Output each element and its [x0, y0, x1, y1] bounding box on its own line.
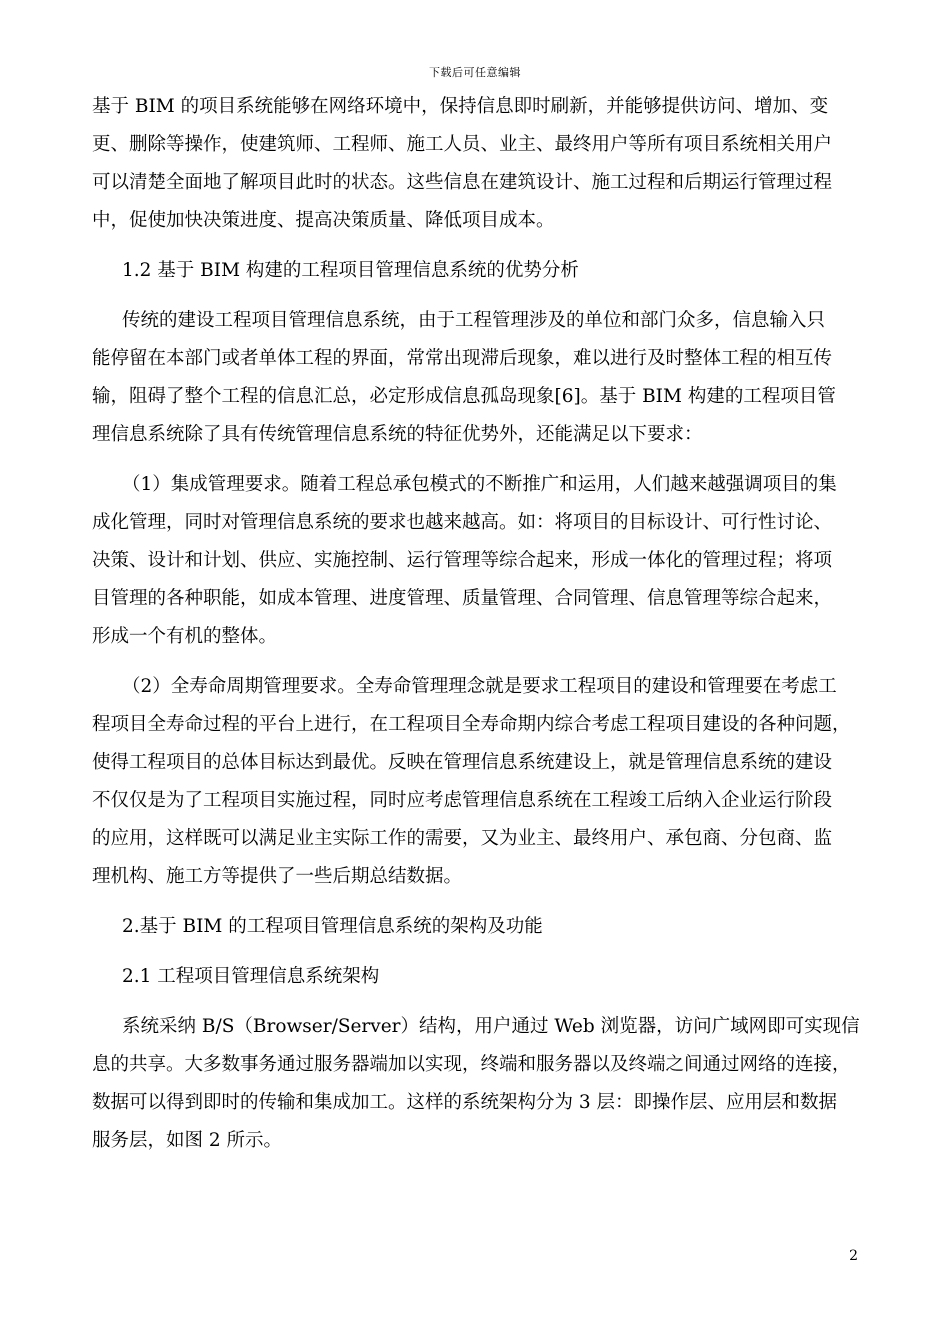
paragraph-lifecycle-management [92, 668, 862, 896]
text-line: 目管理的各种职能，如成本管理、进度管理、质量管理、合同管理、信息管理等综合起来， [92, 588, 833, 609]
paragraph-traditional-system [92, 302, 862, 454]
text-line: 更、删除等操作，使建筑师、工程师、施工人员、业主、最终用户等所有项目系统相关用户 [92, 134, 833, 155]
text-line: 理信息系统除了具有传统管理信息系统的特征优势外，还能满足以下要求： [92, 424, 703, 445]
text-line: 理机构、施工方等提供了一些后期总结数据。 [92, 866, 463, 887]
text-line: 能停留在本部门或者单体工程的界面，常常出现滞后现象，难以进行及时整体工程的相互传 [92, 348, 833, 369]
text-line: 形成一个有机的整体。 [92, 626, 278, 647]
text-line: 程项目全寿命过程的平台上进行，在工程项目全寿命期内综合考虑工程项目建设的各种问题， [92, 714, 851, 735]
text-line: 基于 BIM 的项目系统能够在网络环境中，保持信息即时刷新，并能够提供访问、增加、变 [92, 96, 829, 117]
page-number: 2 [849, 1248, 858, 1264]
text-line: 的应用，这样既可以满足业主实际工作的需要，又为业主、最终用户、承包商、分包商、监 [92, 828, 833, 849]
paragraph-bim-project-system [92, 88, 862, 240]
text-line: （1）集成管理要求。随着工程总承包模式的不断推广和运用，人们越来越强调项目的集 [122, 474, 837, 495]
section-heading-2: 2.基于 BIM 的工程项目管理信息系统的架构及功能 [122, 916, 543, 937]
text-line: 服务层，如图 2 所示。 [92, 1130, 283, 1151]
section-heading-1-2: 1.2 基于 BIM 构建的工程项目管理信息系统的优势分析 [122, 260, 579, 281]
text-line: 成化管理，同时对管理信息系统的要求也越来越高。如：将项目的目标设计、可行性讨论、 [92, 512, 833, 533]
text-line: （2）全寿命周期管理要求。全寿命管理理念就是要求工程项目的建设和管理要在考虑工 [122, 676, 837, 697]
text-line: 可以清楚全面地了解项目此时的状态。这些信息在建筑设计、施工过程和后期运行管理过程 [92, 172, 833, 193]
text-line: 传统的建设工程项目管理信息系统，由于工程管理涉及的单位和部门众多，信息输入只 [122, 310, 826, 331]
document-body [92, 88, 862, 1160]
page-header: 下载后可任意编辑 [429, 66, 521, 79]
text-line: 息的共享。大多数事务通过服务器端加以实现，终端和服务器以及终端之间通过网络的连接， [92, 1054, 851, 1075]
text-line: 系统采纳 B/S（Browser/Server）结构，用户通过 Web 浏览器，访问广域网即可实现信 [122, 1016, 860, 1037]
text-line: 决策、设计和计划、供应、实施控制、运行管理等综合起来，形成一体化的管理过程；将项 [92, 550, 833, 571]
paragraph-bs-architecture [92, 1008, 862, 1160]
text-line: 数据可以得到即时的传输和集成加工。这样的系统架构分为 3 层：即操作层、应用层和数据 [92, 1092, 838, 1113]
paragraph-integrated-management [92, 466, 862, 656]
text-line: 使得工程项目的总体目标达到最优。反映在管理信息系统建设上，就是管理信息系统的建设 [92, 752, 833, 773]
text-line: 不仅仅是为了工程项目实施过程，同时应考虑管理信息系统在工程竣工后纳入企业运行阶段 [92, 790, 833, 811]
section-heading-2-1: 2.1 工程项目管理信息系统架构 [122, 966, 380, 987]
text-line: 输，阻碍了整个工程的信息汇总，必定形成信息孤岛现象[6]。基于 BIM 构建的工程项目管 [92, 386, 836, 407]
text-line: 中，促使加快决策进度、提高决策质量、降低项目成本。 [92, 210, 555, 231]
